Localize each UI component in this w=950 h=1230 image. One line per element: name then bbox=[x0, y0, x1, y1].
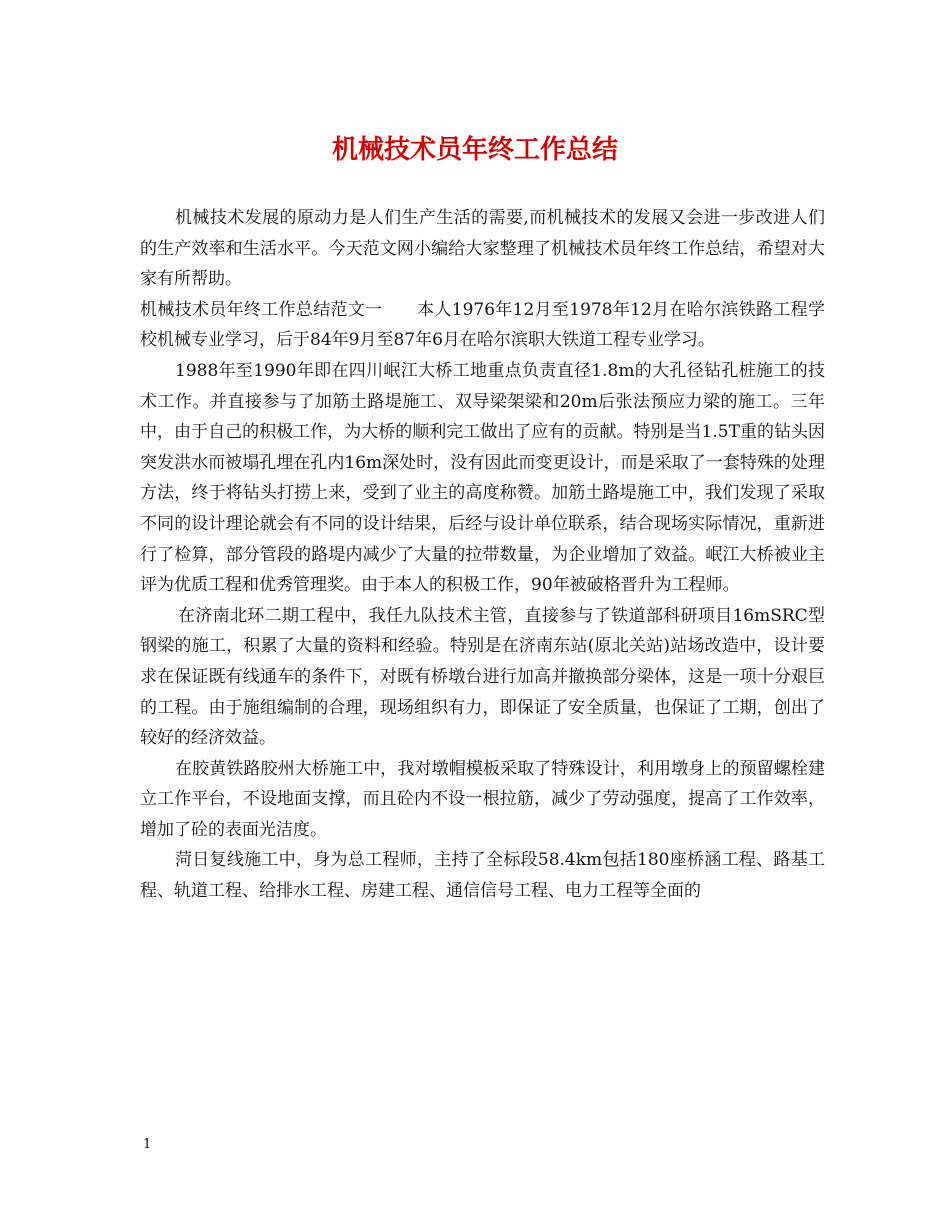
jiaozhou-bridge-paragraph: 在胶黄铁路胶州大桥施工中，我对墩帽模板采取了特殊设计，利用墩身上的预留螺栓建立工作平台，不设地面支撑，而且砼内不设一根拉筋，减少了劳动强度，提高了工作效率，增加了砼的表面光洁度。 bbox=[140, 758, 825, 840]
heri-line-paragraph: 菏日复线施工中，身为总工程师，主持了全标段58.4km包括180座桥涵工程、路基工程、轨道工程、给排水工程、房建工程、通信信号工程、电力工程等全面的 bbox=[140, 850, 825, 902]
sample-one-paragraph: 机械技术员年终工作总结范文一 本人1976年12月至1978年12月在哈尔滨铁路工程学校机械专业学习，后于84年9月至87年6月在哈尔滨职大铁道工程专业学习。 bbox=[140, 299, 825, 351]
page-number: 1 bbox=[143, 1137, 152, 1152]
document-body bbox=[140, 203, 825, 907]
jinan-project-paragraph: 在济南北环二期工程中，我任九队技术主管，直接参与了铁道部科研项目16mSRC型钢梁的施工，积累了大量的资料和经验。特别是在济南东站(原北关站)站场改造中，设计要求在保证既有线通车的条件下，对既有桥墩台进行加高并撤换部分梁体，这是一项十分艰巨的工程。由于施组编制的合理，现场组织有力，即保证了安全质量，也保证了工期，创出了较好的经济效益。 bbox=[140, 605, 825, 749]
minjiang-bridge-paragraph: 1988年至1990年即在四川岷江大桥工地重点负责直径1.8m的大孔径钻孔桩施工的技术工作。并直接参与了加筋土路堤施工、双导梁架梁和20m后张法预应力梁的施工。三年中，由于自己的积极工作，为大桥的顺利完工做出了应有的贡献。特别是当1.5T重的钻头因突发洪水而被塌孔埋在孔内16m深处时，没有因此而变更设计，而是采取了一套特殊的处理方法，终于将钻头打捞上来，受到了业主的高度称赞。加筋土路堤施工中，我们发现了采取不同的设计理论就会有不同的设计结果，后经与设计单位联系，结合现场实际情况，重新进行了检算，部分管段的路堤内减少了大量的拉带数量，为企业增加了效益。岷江大桥被业主评为优质工程和优秀管理奖。由于本人的积极工作，90年被破格晋升为工程师。 bbox=[140, 360, 825, 596]
document-title: 机械技术员年终工作总结 bbox=[331, 135, 618, 165]
intro-paragraph: 机械技术发展的原动力是人们生产生活的需要,而机械技术的发展又会进一步改进人们的生产效率和生活水平。今天范文网小编给大家整理了机械技术员年终工作总结，希望对大家有所帮助。 bbox=[140, 208, 825, 290]
